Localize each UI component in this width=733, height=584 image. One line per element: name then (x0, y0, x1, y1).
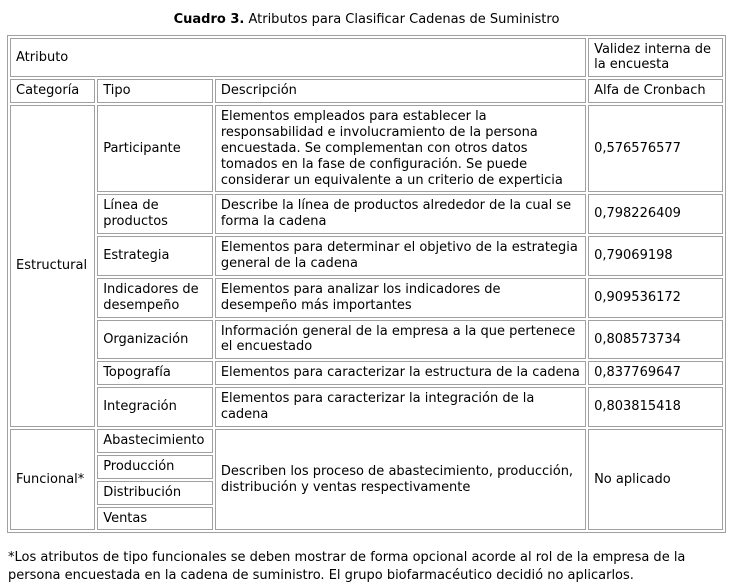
alfa-cell: 0,798226409 (588, 194, 723, 234)
table-row (10, 320, 723, 360)
descripcion-cell: Elementos empleados para establecer la responsabilidad e involucramiento de la persona encuestada. Se complementan con otros datos tomados en la fase de configuración. Se puede considerar un equivalente a un criterio de experticia (215, 105, 586, 192)
descripcion-cell: Describen los proceso de abastecimiento, producción, distribución y ventas respectivamente (215, 429, 586, 530)
header-cell-alfa: Alfa de Cronbach (588, 79, 723, 103)
attributes-table (7, 35, 726, 534)
header-cell-tipo: Tipo (97, 79, 213, 103)
table-row (10, 105, 723, 192)
tipo-cell: Abastecimiento (97, 429, 213, 453)
descripcion-cell: Elementos para caracterizar la integración de la cadena (215, 387, 586, 427)
alfa-cell: 0,808573734 (588, 320, 723, 360)
caption-title: Atributos para Clasificar Cadenas de Suministro (248, 12, 560, 27)
alfa-cell: 0,803815418 (588, 387, 723, 427)
category-cell-funcional: Funcional* (10, 429, 95, 530)
descripcion-cell: Describe la línea de productos alrededor de la cual se forma la cadena (215, 194, 586, 234)
tipo-cell: Distribución (97, 481, 213, 505)
tipo-cell: Participante (97, 105, 213, 192)
tipo-cell: Indicadores de desempeño (97, 278, 213, 318)
table-row (10, 387, 723, 427)
header-cell-validez: Validez interna de la encuesta (588, 38, 723, 78)
descripcion-cell: Elementos para caracterizar la estructura de la cadena (215, 361, 586, 385)
tipo-cell: Organización (97, 320, 213, 360)
tipo-cell: Integración (97, 387, 213, 427)
table-row (10, 236, 723, 276)
alfa-cell: 0,909536172 (588, 278, 723, 318)
caption-number: Cuadro 3. (173, 12, 245, 27)
header-cell-atributo: Atributo (10, 38, 586, 78)
descripcion-cell: Elementos para determinar el objetivo de la estrategia general de la cadena (215, 236, 586, 276)
header-cell-descripcion: Descripción (215, 79, 586, 103)
footnote: *Los atributos de tipo funcionales se deben mostrar de forma opcional acorde al rol de la empresa de la persona encuestada en la cadena de suministro. El grupo biofarmacéutico decidió no aplicarlos. (8, 550, 686, 583)
table-caption (0, 0, 733, 28)
header-row-columns (10, 79, 723, 103)
tipo-cell: Topografía (97, 361, 213, 385)
alfa-cell: 0,576576577 (588, 105, 723, 192)
table-row (10, 194, 723, 234)
category-cell-estructural: Estructural (10, 105, 95, 427)
alfa-cell: No aplicado (588, 429, 723, 530)
alfa-cell: 0,79069198 (588, 236, 723, 276)
header-cell-categoria: Categoría (10, 79, 95, 103)
tipo-cell: Ventas (97, 507, 213, 531)
descripcion-cell: Información general de la empresa a la que pertenece el encuestado (215, 320, 586, 360)
descripcion-cell: Elementos para analizar los indicadores de desempeño más importantes (215, 278, 586, 318)
header-row-atributo (10, 38, 723, 78)
tipo-cell: Estrategia (97, 236, 213, 276)
tipo-cell: Línea de productos (97, 194, 213, 234)
table-row (10, 278, 723, 318)
tipo-cell: Producción (97, 455, 213, 479)
table-row (10, 429, 723, 453)
alfa-cell: 0,837769647 (588, 361, 723, 385)
table-row (10, 361, 723, 385)
